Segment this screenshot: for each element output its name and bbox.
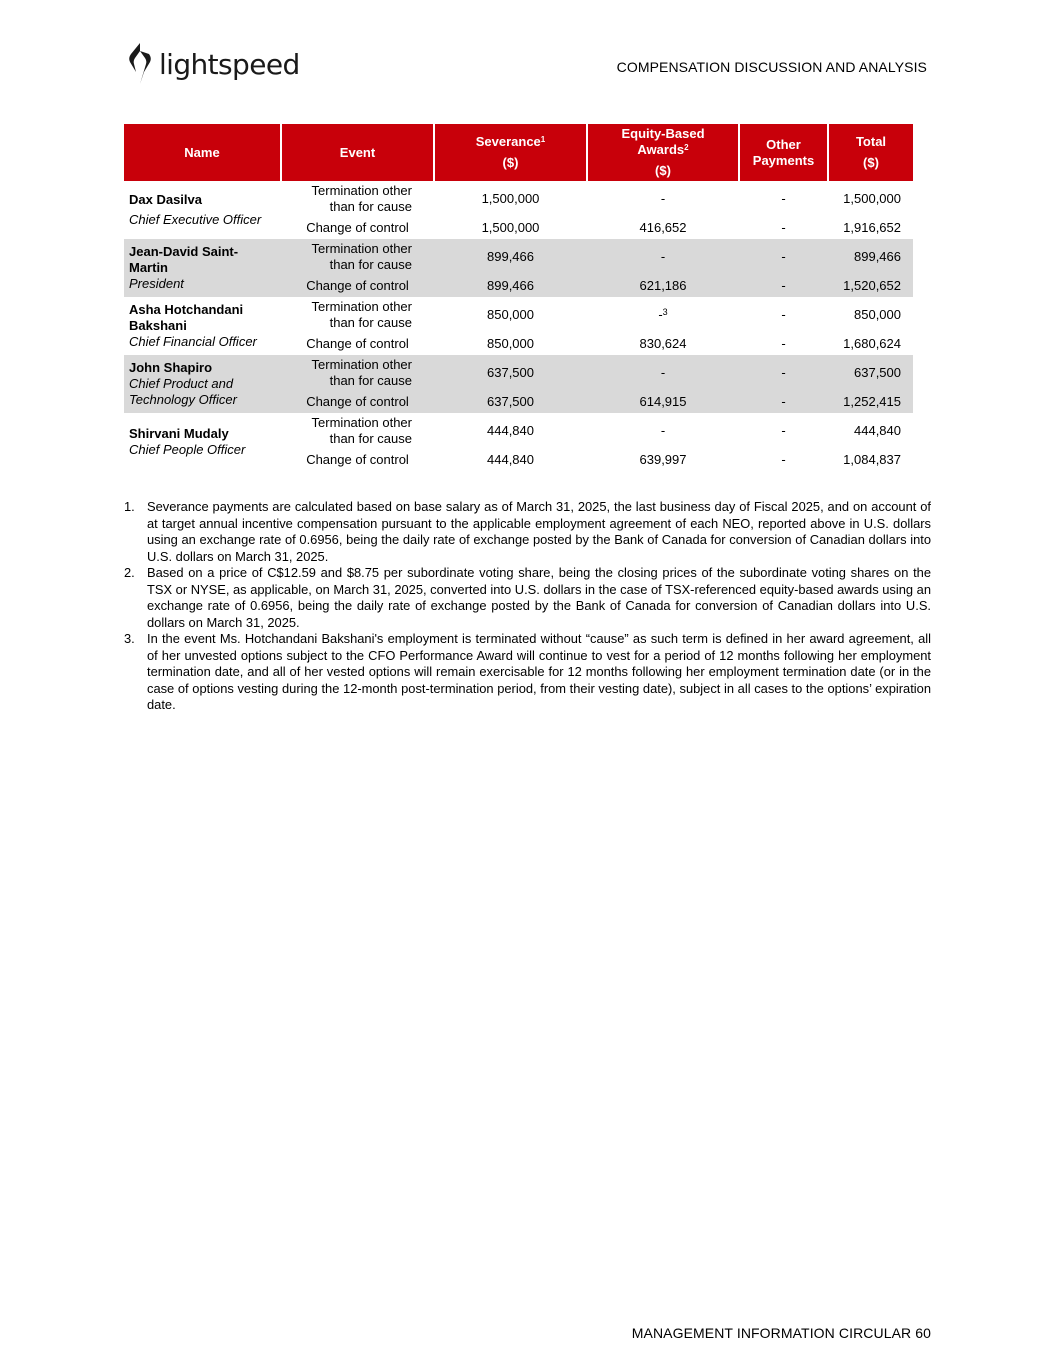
other-cell: - (781, 452, 786, 467)
executive-name: Jean-David Saint- (129, 244, 239, 259)
other-cell: - (739, 239, 828, 275)
executive-cell (124, 297, 281, 355)
footnote-text: Severance payments are calculated based on base salary as of March 31, 2025, the last business day of Fiscal 2025, and on account of at target annual incentive compensation pursuant to the applicable employment agreement of each NEO, reported above in U.S. dollars using an exchange rate of 0.6956, being the daily rate of exchange posted by the Bank of Canada for conversion of Canadian dollars into U.S. dollars on March 31, 2025. (147, 499, 931, 564)
equity-cell: 830,624 (639, 336, 687, 351)
footnote-text: Based on a price of C$12.59 and $8.75 per subordinate voting share, being the closing prices of the subordinate voting shares on the TSX or NYSE, as applicable, on March 31, 2025, converted into U.S. dollars in the case of TSX-referenced equity-based awards using an exchange rate of 0.6956, being the daily rate of exchange posted by the Bank of Canada for conversion of Canadian dollars into U.S. dollars on March 31, 2025. (147, 565, 931, 630)
other-cell: - (781, 307, 786, 322)
event-cell: Termination other than for cause (311, 299, 412, 330)
other-cell: - (781, 220, 786, 235)
footnote-ref: 1 (540, 135, 546, 144)
total-cell: 1,500,000 (843, 191, 901, 206)
severance-cell: 1,500,000 (481, 191, 540, 206)
executive-cell (124, 413, 281, 471)
severance-cell: 899,466 (434, 275, 587, 297)
equity-cell: - (660, 191, 666, 206)
severance-cell: 637,500 (434, 355, 587, 391)
col-header-severance: Severance$^1$ ($) (434, 124, 587, 181)
executive-cell (124, 355, 281, 413)
other-cell: - (781, 191, 786, 206)
logo-wordmark: lightspeed (159, 47, 300, 81)
table-row (124, 239, 913, 275)
executive-title: Chief Product and (129, 376, 234, 391)
footnote-number: 3. (124, 631, 135, 646)
executive-title: Chief Financial Officer (129, 334, 257, 349)
other-cell: - (781, 336, 786, 351)
footnote-item (124, 631, 931, 714)
page-footer: MANAGEMENT INFORMATION CIRCULAR 60 (631, 1325, 931, 1341)
event-cell: Termination other than for cause (281, 239, 434, 275)
event-cell: Change of control (281, 391, 434, 413)
other-cell: - (739, 391, 828, 413)
footnote-text: In the event Ms. Hotchandani Bakshani's employment is terminated without “cause” as such term is defined in her award agreement, all of her unvested options subject to the CFO Performance Award will continue to vest for a period of 12 months following her employment termination date, and all of her vested options will remain exercisable for 12 months following her employment termination date (or in the case of options vesting during the 12-month post-termination period, from their vesting date), subject in all cases to the options’ expiration date. (147, 631, 931, 712)
event-cell: Change of control (281, 275, 434, 297)
table-row (124, 181, 913, 217)
total-cell: 637,500 (828, 355, 913, 391)
executive-title: Technology Officer (129, 392, 237, 407)
executive-title: Chief People Officer (129, 442, 246, 457)
executive-cell (124, 239, 281, 297)
footnotes (124, 499, 931, 714)
footnote-number: 2. (124, 565, 135, 580)
table-row (124, 297, 913, 333)
event-cell: Termination other than for cause (311, 183, 412, 214)
col-header-other: Other Payments (739, 124, 828, 181)
lightspeed-flame-icon (127, 42, 153, 86)
total-cell: 444,840 (854, 423, 901, 438)
table-row (124, 413, 913, 449)
total-cell: 850,000 (854, 307, 901, 322)
total-cell: 1,916,652 (843, 220, 901, 235)
severance-cell: 444,840 (487, 423, 534, 438)
equity-cell: 621,186 (587, 275, 739, 297)
total-cell: 1,520,652 (828, 275, 913, 297)
other-cell: - (781, 423, 786, 438)
footnote-ref: 2 (684, 143, 689, 152)
equity-cell: - (587, 239, 739, 275)
event-cell: Change of control (306, 336, 409, 351)
total-cell: 1,680,624 (843, 336, 901, 351)
total-cell: 1,252,415 (828, 391, 913, 413)
footnote-number: 1. (124, 499, 135, 514)
executive-name: John Shapiro (129, 360, 213, 375)
equity-cell: -$^3$ (658, 307, 668, 322)
executive-title: President (129, 276, 184, 291)
equity-cell: 639,997 (639, 452, 687, 467)
executive-cell (124, 181, 281, 239)
col-header-event: Event (281, 124, 434, 181)
event-cell: Termination other than for cause (281, 355, 434, 391)
executive-name: Bakshani (129, 318, 187, 333)
severance-cell: 637,500 (434, 391, 587, 413)
executive-name: Dax Dasilva (129, 192, 202, 207)
table-row (124, 355, 913, 391)
section-title: COMPENSATION DISCUSSION AND ANALYSIS (616, 59, 927, 75)
footnote-item (124, 499, 931, 565)
col-header-total: Total ($) (828, 124, 913, 181)
severance-cell: 850,000 (487, 307, 534, 322)
event-cell: Termination other than for cause (311, 415, 412, 446)
executive-name: Martin (129, 260, 168, 275)
company-logo (127, 42, 300, 86)
event-cell: Change of control (306, 220, 409, 235)
executive-name: Shirvani Mudaly (129, 426, 229, 441)
equity-cell: - (587, 355, 739, 391)
severance-cell: 444,840 (487, 452, 534, 467)
other-cell: - (739, 275, 828, 297)
footnote-item (124, 565, 931, 631)
executive-title: Chief Executive Officer (129, 212, 262, 227)
table-header-row (124, 124, 913, 181)
col-header-equity: Equity-Based Awards$^2$ ($) (587, 124, 739, 181)
equity-cell: - (660, 423, 666, 438)
severance-cell: 1,500,000 (481, 220, 540, 235)
total-cell: 1,084,837 (843, 452, 901, 467)
termination-payments-table (124, 124, 913, 471)
col-header-name: Name (124, 124, 281, 181)
severance-cell: 899,466 (434, 239, 587, 275)
equity-cell: 614,915 (587, 391, 739, 413)
total-cell: 899,466 (828, 239, 913, 275)
event-cell: Change of control (306, 452, 409, 467)
equity-cell: 416,652 (639, 220, 687, 235)
footnote-ref: 3 (662, 307, 668, 317)
other-cell: - (739, 355, 828, 391)
executive-name: Asha Hotchandani (129, 302, 244, 317)
severance-cell: 850,000 (487, 336, 534, 351)
